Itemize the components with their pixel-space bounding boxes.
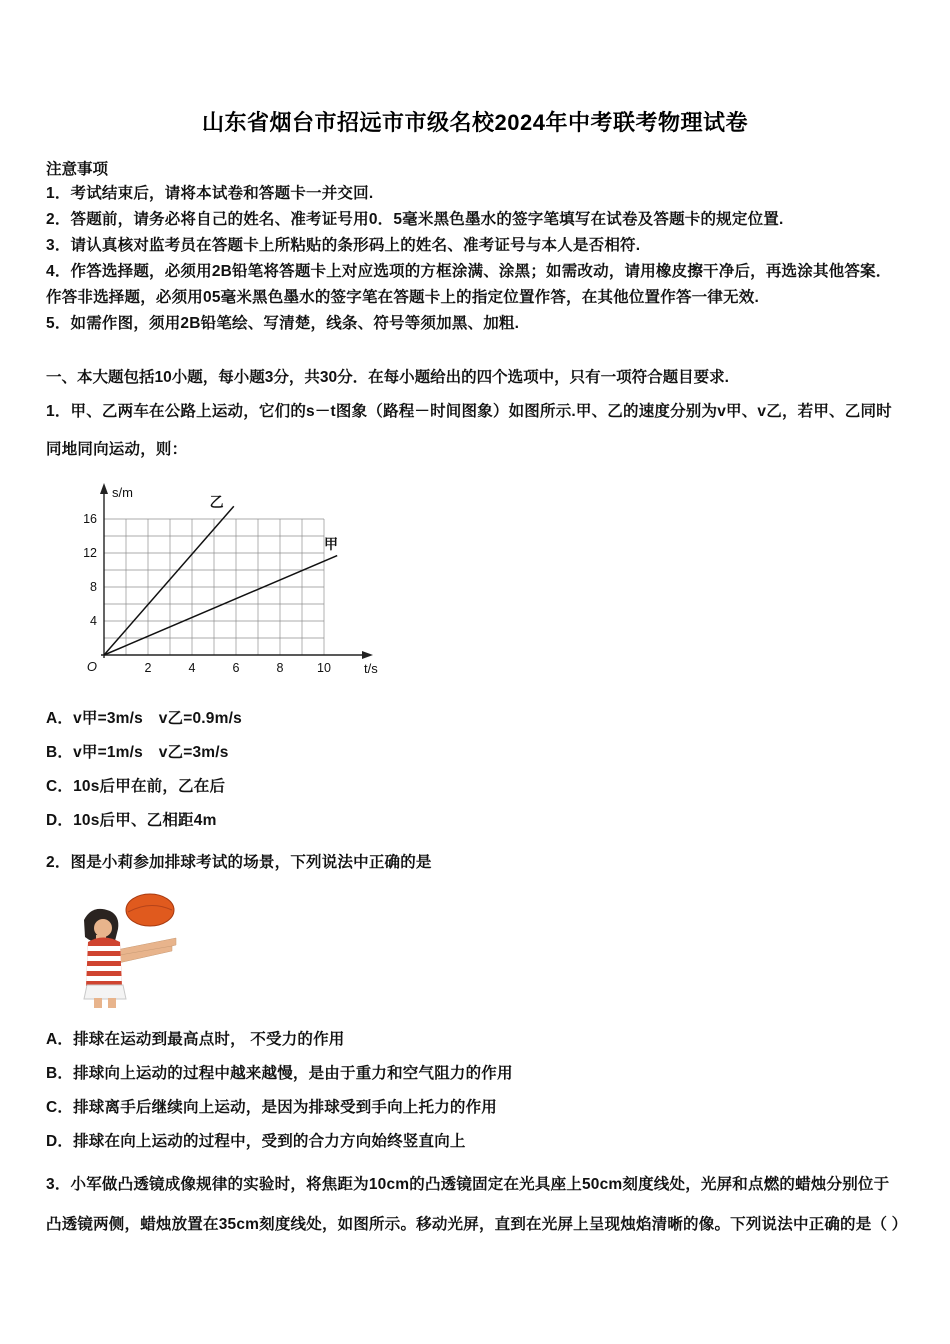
question-2-option: D．排球在向上运动的过程中，受到的合力方向始终竖直向上 [46, 1133, 466, 1150]
question-1-stem: 1．甲、乙两车在公路上运动，它们的s－t图象（路程－时间图象）如图所示.甲、乙的速度分别为v甲、v乙，若甲、乙同时同地同向运动，则： [46, 403, 892, 458]
svg-text:16: 16 [83, 512, 97, 526]
question-2-options [46, 1023, 904, 1159]
st-graph-container [58, 477, 904, 692]
svg-text:t/s: t/s [364, 661, 378, 676]
question-2-option: A．排球在运动到最高点时， 不受力的作用 [46, 1031, 345, 1048]
player-skirt [84, 985, 126, 999]
section-one-heading: 一、本大题包括10小题，每小题3分，共30分．在每小题给出的四个选项中，只有一项符合题目要求. [46, 369, 729, 386]
svg-text:2: 2 [144, 661, 152, 675]
question-1-option: A．v甲=3m/s v乙=0.9m/s [46, 710, 242, 727]
question-1-options [46, 702, 904, 838]
player-face [94, 919, 112, 937]
svg-text:12: 12 [83, 546, 97, 560]
notice-heading: 注意事项 [46, 161, 109, 178]
svg-text:乙: 乙 [209, 494, 224, 511]
st-graph [58, 477, 393, 687]
notice-item: 3．请认真核对监考员在答题卡上所粘贴的条形码上的姓名、准考证号与本人是否相符. [46, 237, 641, 254]
svg-text:O: O [86, 659, 97, 674]
notice-item: 4．作答选择题，必须用2B铅笔将答题卡上对应选项的方框涂满、涂黑；如需改动，请用橡皮擦干净后，再选涂其他答案．作答非选择题，必须用05毫米黑色墨水的签字笔在答题卡上的指定位置作答，在其他位置作答一律无效. [46, 263, 892, 306]
notice-list [46, 181, 904, 337]
svg-text:s/m: s/m [112, 485, 133, 500]
question-2-stem: 2．图是小莉参加排球考试的场景，下列说法中正确的是 [46, 854, 432, 871]
svg-text:8: 8 [276, 661, 284, 675]
svg-text:4: 4 [90, 614, 97, 628]
question-3-stem: 3．小军做凸透镜成像规律的实验时，将焦距为10cm的凸透镜固定在光具座上50cm刻度线处，光屏和点燃的蜡烛分别位于凸透镜两侧，蜡烛放置在35cm刻度线处，如图所示。移动光屏，直到在光屏上呈现烛焰清晰的像。下列说法中正确的是（ ） [46, 1176, 908, 1233]
question-1-option: C．10s后甲在前，乙在后 [46, 778, 226, 795]
svg-text:6: 6 [232, 661, 240, 675]
volleyball-photo-graphic [54, 888, 222, 1008]
svg-text:甲: 甲 [324, 535, 338, 552]
volleyball-photo [54, 888, 904, 1013]
notice-item: 5．如需作图，须用2B铅笔绘、写清楚，线条、符号等须加黑、加粗. [46, 315, 520, 332]
question-2-option: B．排球向上运动的过程中越来越慢，是由于重力和空气阻力的作用 [46, 1065, 513, 1082]
question-1-option: B．v甲=1m/s v乙=3m/s [46, 744, 229, 761]
notice-item: 1．考试结束后，请将本试卷和答题卡一并交回. [46, 185, 374, 202]
exam-title: 山东省烟台市招远市市级名校2024年中考联考物理试卷 [202, 110, 748, 135]
question-2-option: C．排球离手后继续向上运动，是因为排球受到手向上托力的作用 [46, 1099, 497, 1116]
svg-text:4: 4 [188, 661, 196, 675]
notice-item: 2．答题前，请务必将自己的姓名、准考证号用0．5毫米黑色墨水的签字笔填写在试卷及答题卡的规定位置. [46, 211, 784, 228]
svg-text:10: 10 [317, 661, 331, 675]
question-1-option: D．10s后甲、乙相距4m [46, 812, 217, 829]
svg-text:8: 8 [90, 580, 97, 594]
